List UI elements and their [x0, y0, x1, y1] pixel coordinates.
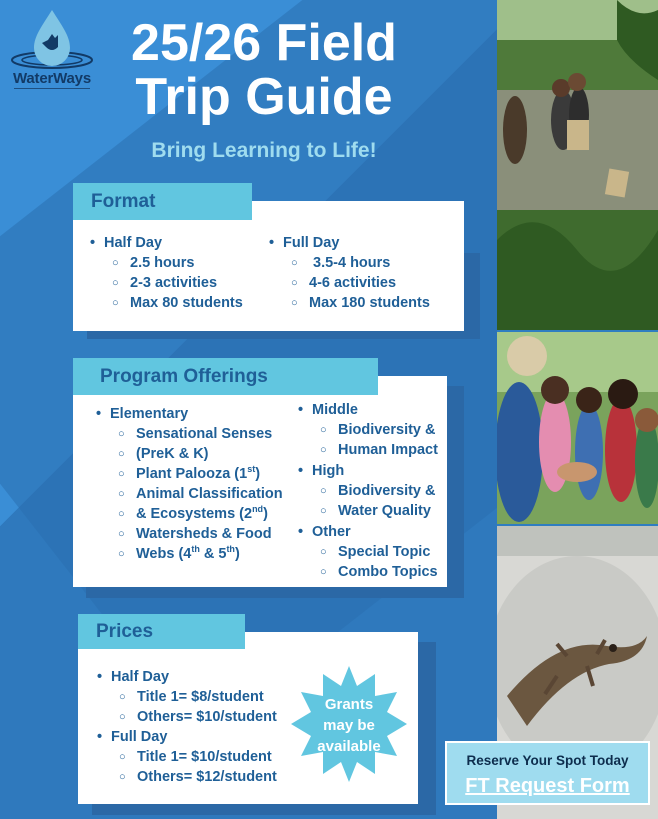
list-item: • Half Day	[90, 233, 260, 253]
title-line-2: Trip Guide	[135, 68, 393, 126]
list-item: ○ Title 1= $8/student	[97, 687, 297, 707]
list-item: ○ Max 180 students	[269, 293, 459, 313]
logo-text: WaterWays	[13, 70, 91, 87]
list-item-continued: ○ Water Quality	[298, 501, 443, 521]
list-item-continued: ○ & Ecosystems (2nd)	[96, 504, 296, 524]
list-item: ○ Watersheds & Food	[96, 524, 296, 544]
programs-secondary-list	[298, 400, 443, 582]
programs-elementary-list	[96, 404, 296, 564]
list-item: ○ Animal Classification	[96, 484, 296, 504]
reserve-box	[445, 741, 650, 805]
list-item: ○ Others= $12/student	[97, 767, 297, 787]
logo-underline	[14, 88, 90, 91]
ft-request-form-link[interactable]: FT Request Form	[465, 775, 630, 797]
list-item: ○ Title 1= $10/student	[97, 747, 297, 767]
prices-list	[97, 667, 297, 787]
list-item: ○ Sensational Senses	[96, 424, 296, 444]
reserve-title: Reserve Your Spot Today	[466, 753, 629, 768]
list-item: ○ Biodiversity &	[298, 481, 443, 501]
list-item: ○ 2.5 hours	[90, 253, 260, 273]
list-item: • Full Day	[269, 233, 459, 253]
grants-note: Grants may be available	[317, 696, 381, 755]
list-item: ○ Special Topic	[298, 542, 443, 562]
programs-heading: Program Offerings	[73, 358, 378, 395]
list-item: ○ 2-3 activities	[90, 273, 260, 293]
list-item: • Other	[298, 522, 443, 542]
format-full-day-list	[269, 233, 459, 313]
photo-kids-frog	[497, 332, 658, 524]
format-heading: Format	[73, 183, 252, 220]
water-drop-icon	[8, 8, 96, 74]
photo-column	[497, 0, 658, 819]
list-item: ○ Others= $10/student	[97, 707, 297, 727]
list-item: ○ Biodiversity &	[298, 420, 443, 440]
list-item: • Middle	[298, 400, 443, 420]
waterways-logo	[8, 8, 96, 90]
list-item-continued: ○ Human Impact	[298, 440, 443, 460]
format-half-day-list	[90, 233, 260, 313]
prices-heading: Prices	[78, 614, 245, 649]
page-title	[104, 16, 424, 124]
list-item: ○ 4-6 activities	[269, 273, 459, 293]
photo-pond-kids	[497, 0, 658, 330]
list-item-continued: ○ (PreK & K)	[96, 444, 296, 464]
list-item: • High	[298, 461, 443, 481]
list-item: ○ Combo Topics	[298, 562, 443, 582]
list-item: ○ Max 80 students	[90, 293, 260, 313]
list-item: • Half Day	[97, 667, 297, 687]
list-item: • Elementary	[96, 404, 296, 424]
list-item: ○ 3.5-4 hours	[269, 253, 459, 273]
list-item: ○ Plant Palooza (1st)	[96, 464, 296, 484]
subtitle: Bring Learning to Life!	[151, 139, 377, 162]
list-item-continued: ○ Webs (4th & 5th)	[96, 544, 296, 564]
title-line-1: 25/26 Field	[131, 14, 397, 72]
list-item: • Full Day	[97, 727, 297, 747]
